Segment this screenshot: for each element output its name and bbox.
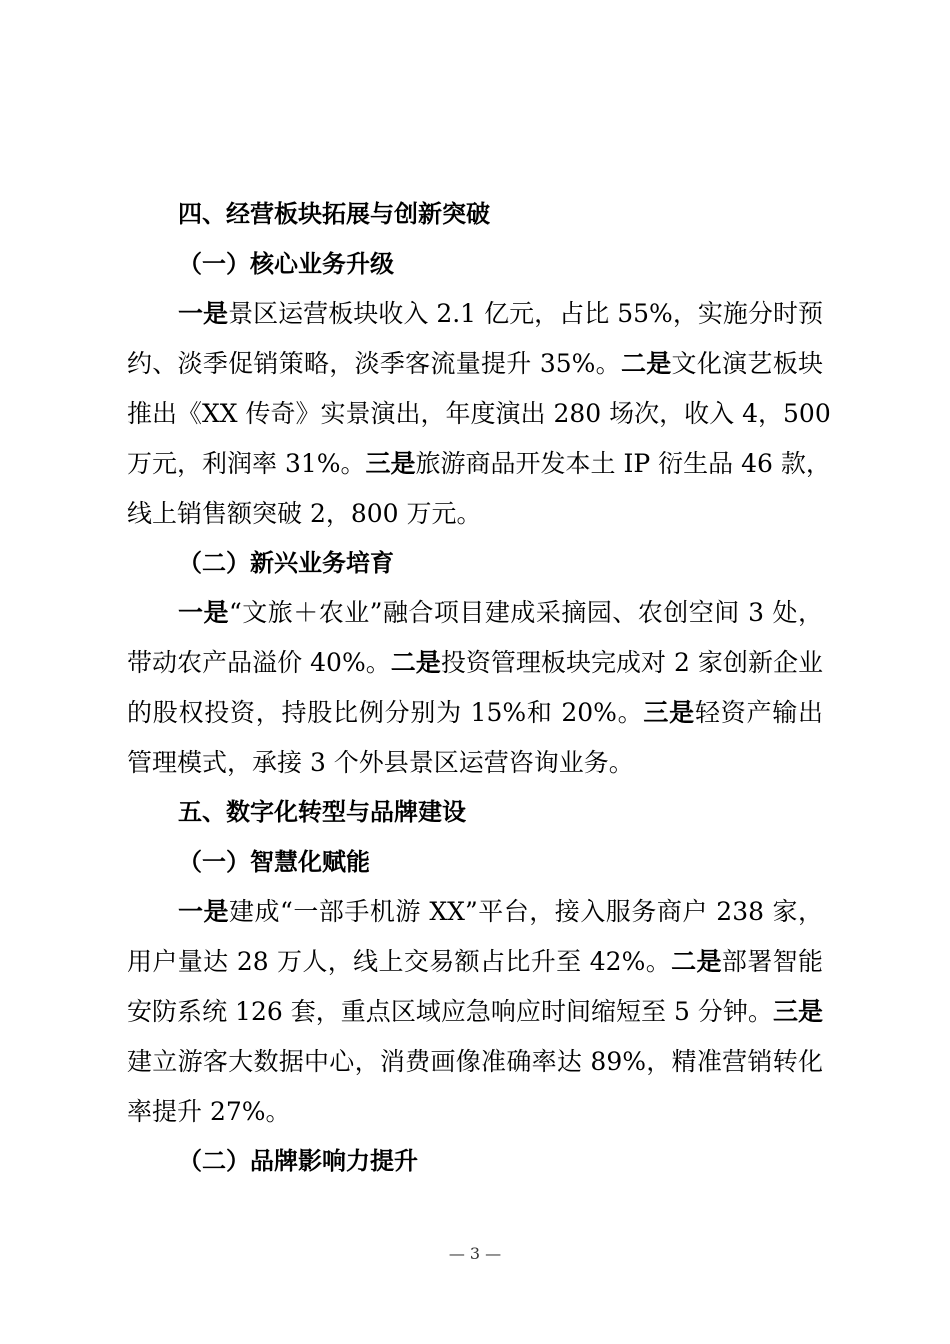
paragraph-text: 安防系统 126 套，重点区域应急响应时间缩短至 5 分钟。 — [127, 997, 773, 1026]
paragraph-line — [127, 937, 823, 987]
paragraph-text: 部署智能 — [721, 947, 823, 976]
paragraph-text: 万元，利润率 31%。 — [127, 449, 366, 478]
paragraph-text: 用户量达 28 万人，线上交易额占比升至 42%。 — [127, 947, 672, 976]
paragraph-line — [127, 389, 831, 439]
subsection-heading-smart-empowerment: （一）智慧化赋能 — [178, 848, 370, 876]
paragraph-text: 景区运营板块收入 2.1 亿元，占比 55%，实施分时预 — [228, 299, 823, 328]
bold-lead-in: 二是 — [671, 947, 722, 976]
paragraph-line — [127, 987, 823, 1037]
section-heading-5: 五、数字化转型与品牌建设 — [178, 798, 466, 826]
paragraph-line — [127, 638, 823, 688]
bold-lead-in: 二是 — [620, 349, 672, 378]
paragraph-text: 管理模式，承接 3 个外县景区运营咨询业务。 — [127, 748, 634, 777]
paragraph-line — [127, 339, 823, 389]
paragraph-text: 文化演艺板块 — [671, 349, 823, 378]
paragraph-line — [127, 1037, 823, 1087]
paragraph-text: 推出《XX 传奇》实景演出，年度演出 280 场次，收入 4，500 — [127, 399, 831, 428]
paragraph-text: 线上销售额突破 2，800 万元。 — [127, 499, 482, 528]
paragraph-text: 建立游客大数据中心，消费画像准确率达 89%，精准营销转化 — [127, 1047, 823, 1076]
paragraph-line — [127, 738, 823, 788]
paragraph-text: 旅游商品开发本土 IP 衍生品 46 款， — [415, 449, 831, 478]
subsection-heading-emerging-business: （二）新兴业务培育 — [178, 549, 394, 577]
bold-lead-in: 一是 — [178, 598, 229, 627]
bold-lead-in: 三是 — [772, 997, 823, 1026]
paragraph-text: 的股权投资，持股比例分别为 15%和 20%。 — [127, 698, 644, 727]
paragraph-text: 建成“一部手机游 XX”平台，接入服务商户 238 家， — [229, 897, 823, 926]
section-heading-4: 四、经营板块拓展与创新突破 — [178, 200, 490, 228]
paragraph-text: 约、淡季促销策略，淡季客流量提升 35%。 — [127, 349, 621, 378]
bold-lead-in: 二是 — [390, 648, 441, 677]
paragraph-text: 带动农产品溢价 40%。 — [127, 648, 391, 677]
page-number: — 3 — — [448, 1244, 502, 1263]
paragraph-text: 率提升 27%。 — [127, 1097, 291, 1126]
paragraph-text: 投资管理板块完成对 2 家创新企业 — [440, 648, 823, 677]
bold-lead-in: 三是 — [365, 449, 416, 478]
paragraph-line — [127, 439, 831, 489]
paragraph-line — [127, 489, 823, 539]
bold-lead-in: 一是 — [178, 299, 229, 328]
subsection-heading-brand-influence: （二）品牌影响力提升 — [178, 1147, 418, 1175]
bold-lead-in: 一是 — [178, 897, 230, 926]
paragraph-text: 轻资产输出 — [694, 698, 823, 727]
paragraph-line — [178, 887, 823, 937]
paragraph-text: “文旅＋农业”融合项目建成采摘园、农创空间 3 处， — [228, 598, 823, 627]
paragraph-line — [127, 688, 823, 738]
paragraph-line — [178, 588, 823, 638]
bold-lead-in: 三是 — [643, 698, 695, 727]
subsection-heading-core-business: （一）核心业务升级 — [178, 250, 394, 278]
paragraph-line — [127, 1087, 823, 1137]
paragraph-line — [178, 289, 823, 339]
